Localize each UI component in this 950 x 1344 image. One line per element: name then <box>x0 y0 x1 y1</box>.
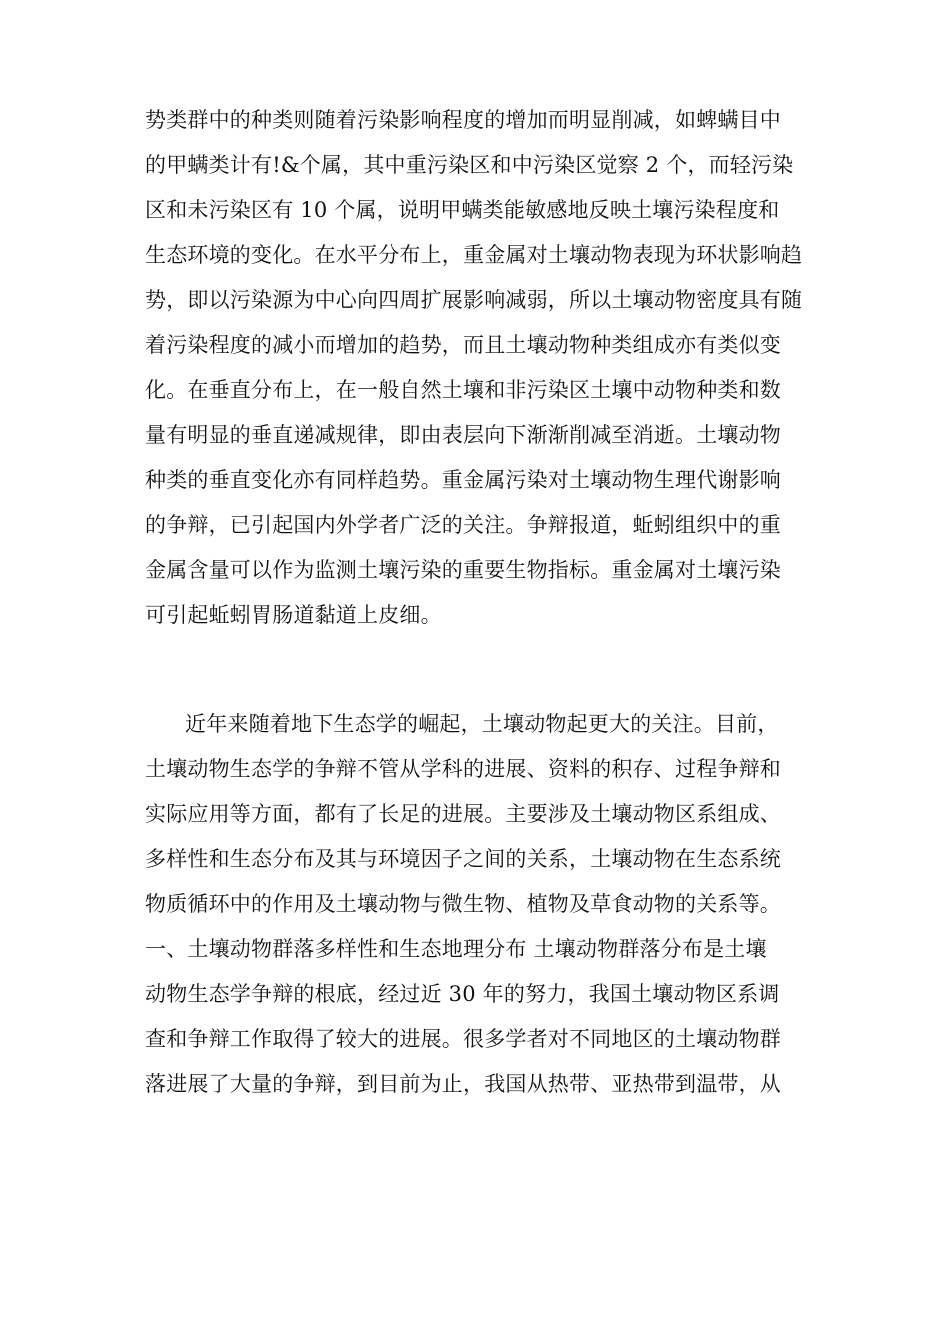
text-line: 生态环境的变化。在水平分布上，重金属对土壤动物表现为环状影响趋 <box>145 243 803 267</box>
text-line: 落进展了大量的争辩，到目前为止，我国从热带、亚热带到温带，从 <box>145 1072 781 1096</box>
text-line: 的争辩，已引起国内外学者广泛的关注。争辩报道，蚯蚓组织中的重 <box>145 513 781 537</box>
text-line: 动物生态学争辩的根底，经过近 30 年的努力，我国土壤动物区系调 <box>145 982 780 1006</box>
text-line: 物质循环中的作用及土壤动物与微生物、植物及草食动物的关系等。 <box>145 892 781 916</box>
text-line: 可引起蚯蚓胃肠道黏道上皮细。 <box>145 603 442 627</box>
text-line: 量有明显的垂直递减规律，即由表层向下渐渐削减至消逝。土壤动物 <box>145 423 781 447</box>
text-line: 势，即以污染源为中心向四周扩展影响减弱，所以土壤动物密度具有随 <box>145 288 803 312</box>
text-line: 多样性和生态分布及其与环境因子之间的关系，土壤动物在生态系统 <box>145 847 781 871</box>
paragraph-soil-ecology <box>145 702 825 1107</box>
text-line: 土壤动物生态学的争辩不管从学科的进展、资料的积存、过程争辩和 <box>145 757 781 781</box>
text-line-first-indented: 近年来随着地下生态学的崛起，土壤动物起更大的关注。目前， <box>185 712 779 736</box>
text-line: 查和争辩工作取得了较大的进展。很多学者对不同地区的土壤动物群 <box>145 1027 781 1051</box>
text-line: 势类群中的种类则随着污染影响程度的增加而明显削减，如蜱螨目中 <box>145 108 781 132</box>
text-line: 化。在垂直分布上，在一般自然土壤和非污染区土壤中动物种类和数 <box>145 378 781 402</box>
text-line: 种类的垂直变化亦有同样趋势。重金属污染对土壤动物生理代谢影响 <box>145 468 781 492</box>
text-line: 一、土壤动物群落多样性和生态地理分布 土壤动物群落分布是土壤 <box>145 937 767 961</box>
text-line: 的甲螨类计有!&个属，其中重污染区和中污染区觉察 2 个，而轻污染 <box>145 153 794 177</box>
text-line: 金属含量可以作为监测土壤污染的重要生物指标。重金属对土壤污染 <box>145 558 781 582</box>
text-line: 实际应用等方面，都有了长足的进展。主要涉及土壤动物区系组成、 <box>145 802 781 826</box>
text-line: 区和未污染区有 10 个属，说明甲螨类能敏感地反映土壤污染程度和 <box>145 198 780 222</box>
paragraph-soil-pollution <box>145 98 825 638</box>
text-line: 着污染程度的减小而增加的趋势，而且土壤动物种类组成亦有类似变 <box>145 333 781 357</box>
